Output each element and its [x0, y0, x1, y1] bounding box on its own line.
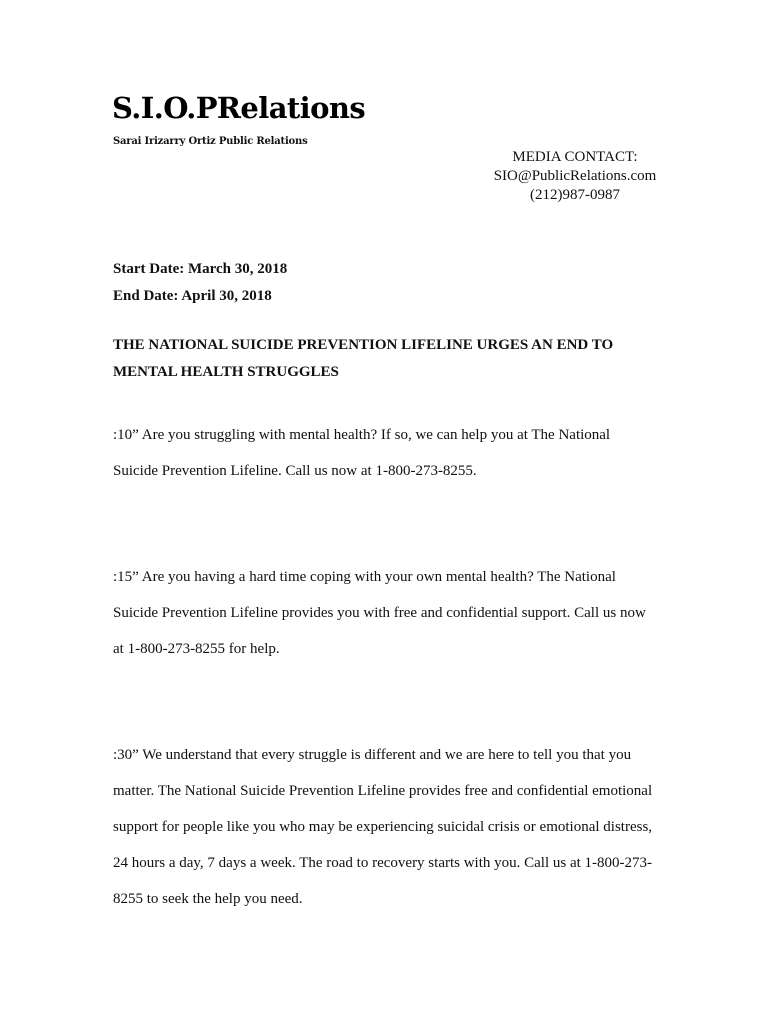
psa-spot-10-seconds	[113, 417, 658, 489]
company-logo-text: S.I.O.PRelations	[112, 91, 366, 125]
spot-timing-label: :10”	[113, 427, 139, 443]
end-date: End Date: April 30, 2018	[113, 288, 272, 304]
psa-spot-15-seconds	[113, 559, 658, 667]
media-contact-label: MEDIA CONTACT:	[512, 149, 638, 165]
spot-timing-label: :30”	[113, 747, 139, 763]
spot-script-text: Are you having a hard time coping with your own mental health? The National Suicide Prevention Lifeline provides you with free and confidential support. Call us now at 1-800-273-8255 for help.	[113, 569, 646, 657]
contact-email: SIO@PublicRelations.com	[493, 168, 657, 184]
campaign-dates	[113, 256, 287, 310]
spot-timing-label: :15”	[113, 569, 139, 585]
contact-phone: (212)987-0987	[530, 187, 620, 203]
spot-script-text: Are you struggling with mental health? If so, we can help you at The National Suicide Prevention Lifeline. Call us now at 1-800-273-8255.	[113, 427, 611, 479]
company-tagline: Sarai Irizarry Ortiz Public Relations	[113, 136, 308, 147]
press-release-headline: THE NATIONAL SUICIDE PREVENTION LIFELINE URGES AN END TO MENTAL HEALTH STRUGGLES	[113, 337, 614, 380]
spot-script-text: We understand that every struggle is different and we are here to tell you that you matter. The National Suicide Prevention Lifeline provides free and confidential emotional support for people like you who may be experiencing suicidal crisis or emotional distress, 24 hours a day, 7 days a week. The road to recovery starts with you. Call us at 1-800-273-8255 to seek the help you need.	[113, 747, 653, 907]
psa-spot-30-seconds	[113, 737, 658, 917]
start-date: Start Date: March 30, 2018	[113, 261, 288, 277]
media-contact-block	[470, 148, 680, 205]
